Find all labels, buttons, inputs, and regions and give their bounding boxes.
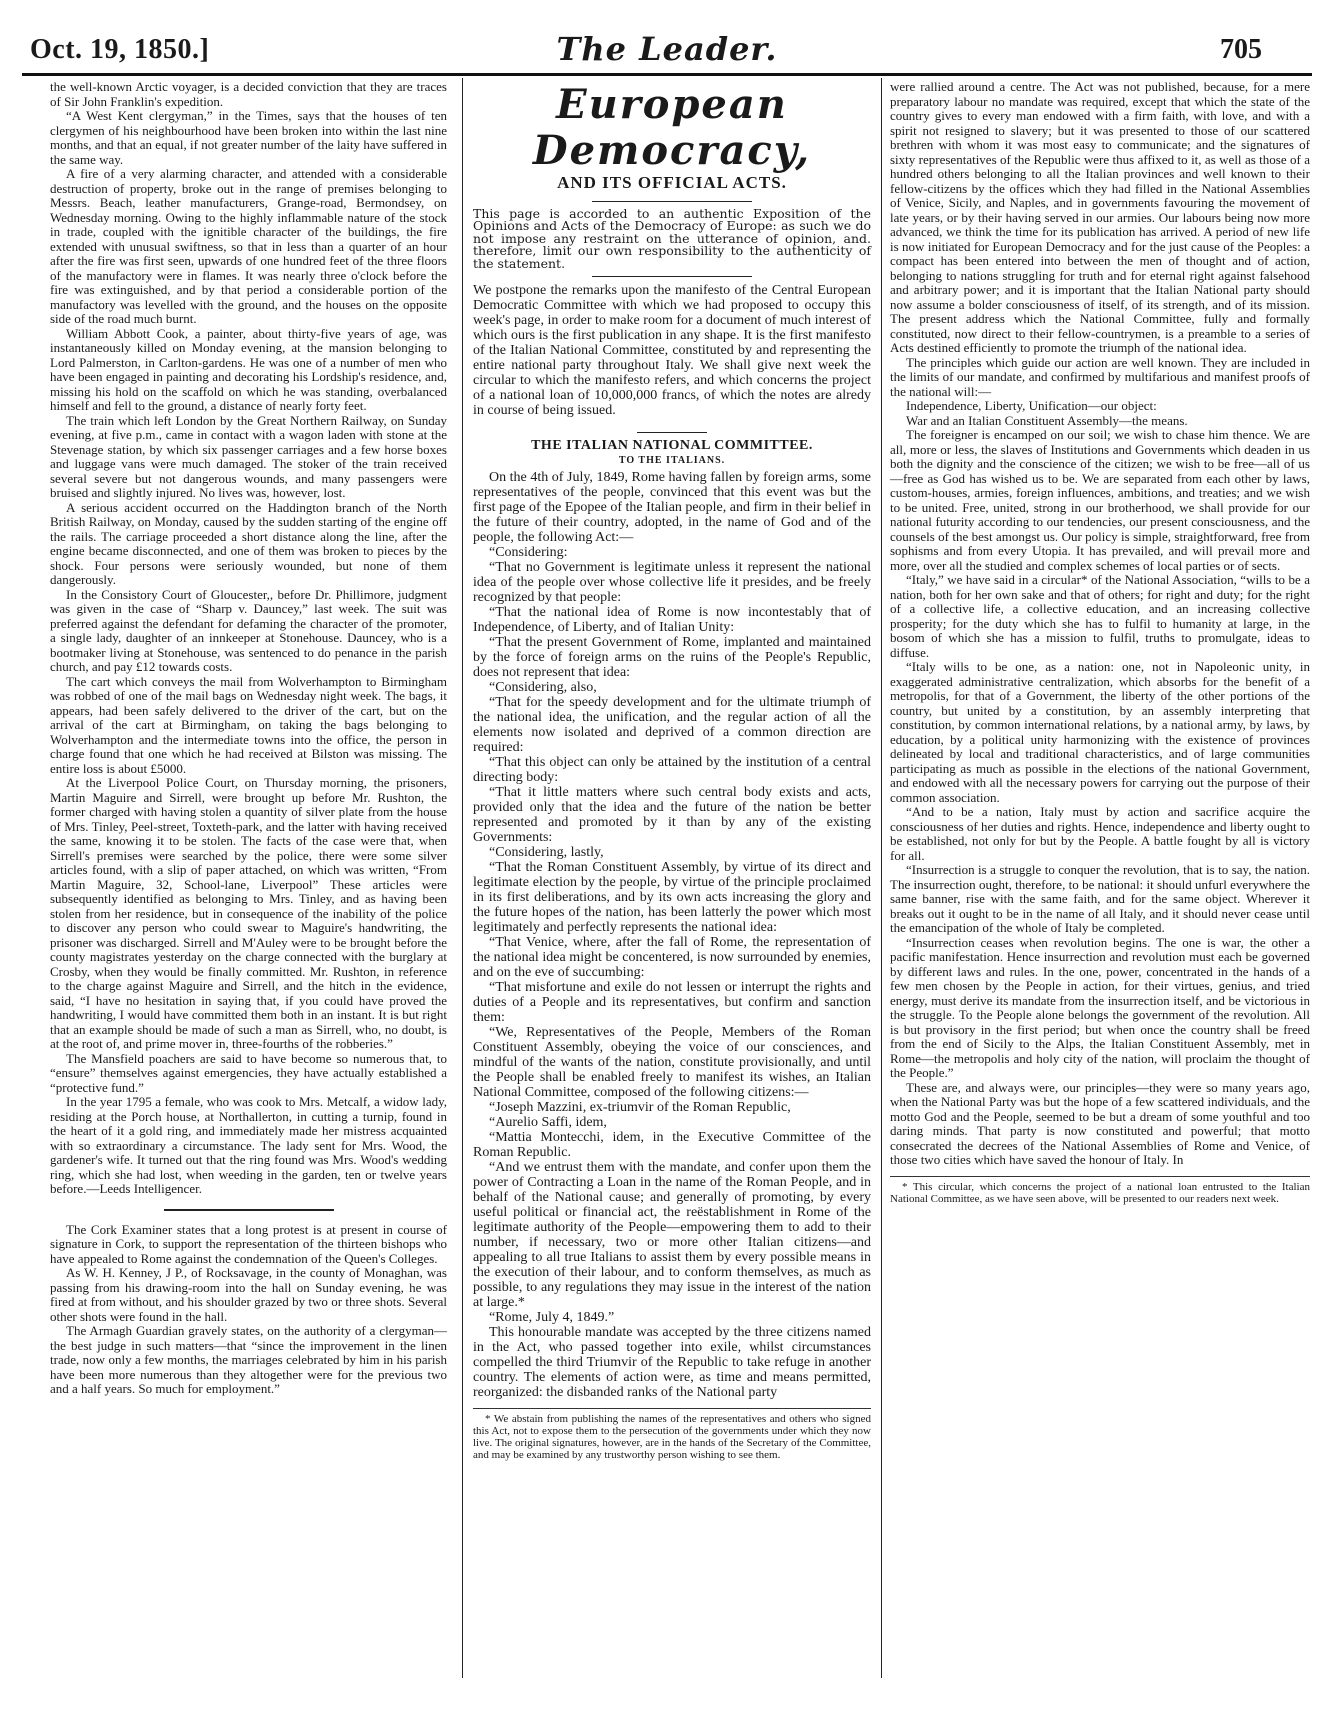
article-paragraph: In the year 1795 a female, who was cook to Mrs. Metcalf, a widow lady, residing at the Porch house, at Northallerton, in cutting a turnip, found in the heart of it a gold ring, and immediately made her mistress acquainted with so extraordinary a circumstance. The lady sent for Mrs. Wood, the gardener's wife. It turned out that the ring found was Mrs. Wood's wedding ring, which she had lost, when weeding in the garden, ten or twelve years before.—Leeds Intelligencer. — [50, 1094, 447, 1196]
article-paragraph: “Considering: — [489, 545, 568, 560]
article-paragraph: “And to be a nation, Italy must by action and sacrifice acquire the consciousness of her duties and rights. Hence, independence and liberty ought to be established, not only for but by the People. A battle fought by all is victory for all. — [890, 804, 1310, 863]
page-number: 705 — [1220, 34, 1262, 65]
article-paragraph: were rallied around a centre. The Act was not published, because, for a mere preparatory labour no mandate was required, except that which the state of the country gives to every man endowed with a firm faith, with love, and with a spirit not resigned to slavery; but it was presented to those of our scattered brethren with whom it was most easy to communicate; and the signatures of sixty representatives of the Republic were thus affixed to it, as well as those of a hundred others belonging to all the Italian provinces and well known to their fellow-citizens by the offices which they had filled in the National Assemblies of Venice, Sicily, and Naples, and in governments favouring the movement of late years, or by their having served in our armies. Our labours being now more advanced, we think the time for its publication has arrived. A period of new life is now initiated for European Democracy and for the just cause of the Peoples: a compact has been entered into between the men of thought and of action, belonging to nations struggling for truth and for eternal right against falsehood and arbitrary power; and it is important that the Italian National party should now assume a bolder consciousness of itself, of its strength, and of its mission. The present address which the National Committee, fully and formally constituted, now direct to their fellow-countrymen, is a preamble to a series of Acts destined efficiently to promote the triumph of the national idea. — [890, 79, 1310, 355]
article-paragraph: William Abbott Cook, a painter, about thirty-five years of age, was instantaneously killed on Monday evening, at the mansion belonging to Lord Palmerston, in Carlton-gardens. He was one of a number of men who have been engaged in painting and decorating his Lordship's residence, and, missing his hold on the scaffold on which he was standing, overbalanced himself and fell to the ground, a distance of nearly forty feet. — [50, 325, 447, 413]
footnote: * This circular, which concerns the project of a national loan entrusted to the Italian National Committee, as we have seen above, will be presented to our readers next week. — [890, 1180, 1310, 1205]
article-paragraph: the well-known Arctic voyager, is a decided conviction that they are traces of Sir John Franklin's expedition. — [50, 79, 447, 109]
divider — [637, 432, 707, 433]
article-paragraph: The foreigner is encamped on our soil; we wish to chase him thence. We are all, more or less, the slaves of Institutions and Governments which deaden in us both the dignity and the conscience of the citizen; we wish to be free—all of us—free as God has wished us to be. We are separated from each other by laws, custom-houses, armies, foreign influences, ambitions, and treaties; and we wish to be united. Free, united, strong in our brotherhood, we shall provide for our national futurity according to our tendencies, our present consciousness, and the counsels of the best amongst us. Our policy is simple, straightforward, free from sophisms and from every Utopia. It has prevailed, and will prevail more and more, over all the studied and complex schemes of local parties or of sects. — [890, 427, 1310, 573]
article-paragraph: “And we entrust them with the mandate, and confer upon them the power of Contracting a Loan in the name of the Roman People, and in behalf of the National cause; and generally of promoting, by every useful political or financial act, the reëstablishment in Rome of the legitimate authority of the People—empowering them to add to their number, if necessary, two or more other Italian citizens—and appealing to all true Italians to assist them by every possible means in the execution of their labour, and to conform themselves, as much as possible, to any regulations they may issue in the interest of the nation at large.* — [473, 1160, 871, 1310]
footnote-rule — [473, 1408, 871, 1409]
article-paragraph: In the Consistory Court of Gloucester,, before Dr. Phillimore, judgment was given in the case of “Sharp v. Dauncey,” last week. The suit was preferred against the defendant for defaming the character of the promoter, a single lady, daughter of an innkeeper at Stonehouse. Dauncey, who is a bootmaker living at Stonehouse, was sentenced to do penance in the parish church, and pay £12 towards costs. — [50, 586, 447, 674]
article-paragraph: “That this object can only be attained by the institution of a central directing body: — [473, 755, 871, 785]
article-paragraph: “Considering, lastly, — [489, 845, 604, 860]
section-title: European Democracy, — [532, 81, 812, 174]
section-divider — [164, 1209, 334, 1211]
article-paragraph: “That misfortune and exile do not lessen or interrupt the rights and duties of a People and its representatives, but confirm and sanction them: — [473, 980, 871, 1025]
issue-date: Oct. 19, 1850.] — [30, 34, 210, 65]
footnote: * We abstain from publishing the names of the representatives and others who signed this Act, not to expose them to the persecution of the governments under which they now live. The original signatures, however, are in the hands of the Secretary of the Committee, and may be examined by any trustworthy person wishing to see them. — [473, 1413, 871, 1461]
article-paragraph: “Italy wills to be one, as a nation: one, not in Napoleonic unity, in exaggerated administrative centralization, which absorbs for the benefit of a metropolis, for that of a Government, the liberty of the other portions of the country, but united by a constitution, by an assembly interpreting that constitution, by common international relations, by a national army, by laws, by education, by a political unity harmonizing with the existence of provinces delineated by local and traditional characteristics, and of large communities participating as much as possible in the elections of the national Government, and endowed with all the necessary powers for carrying out the purpose of their common association. — [890, 659, 1310, 805]
article-paragraph: “We, Representatives of the People, Members of the Roman Constituent Assembly, obeying the voice of our consciences, and mindful of the wants of the nation, constitute provisionally, and until the People shall be enabled freely to manifest its wishes, an Italian National Committee, composed of the following citizens:— — [473, 1025, 871, 1100]
article-paragraph: “Italy,” we have said in a circular* of the National Association, “wills to be a nation, both for her own sake and that of others; for right and duty; for the right of a collective life, a collective education, and an increasing collective prosperity; for the duty which she has to fulfil to humanity at large, in the bosom of which she has a mission to fulfil, truths to promulgate, ideas to diffuse. — [890, 572, 1310, 660]
article-paragraph: Independence, Liberty, Unification—our object: — [906, 398, 1157, 413]
left-column — [50, 80, 447, 1397]
article-paragraph: “That for the speedy development and for the ultimate triumph of the national idea, the unification, and the regular action of all the elements now isolated and deprived of a common direction are required: — [473, 695, 871, 755]
article-paragraph: The train which left London by the Great Northern Railway, on Sunday evening, at five p.m., came in contact with a wagon laden with stone at the Stevenage station, by which six passenger carriages and a few horse boxes and luggage vans were much damaged. The stoker of the train received several severe but not dangerous wounds, and many passengers were bruised and slightly injured. No lives was, however, lost. — [50, 412, 447, 500]
article-paragraph: The Armagh Guardian gravely states, on the authority of a clergyman—the best judge in such matters—that “since the improvement in the linen trade, now only a few months, the marriages celebrated by him in his parish have been more numerous than they altogether were for the previous two and a half years. So much for employment.” — [50, 1323, 447, 1396]
section-subtitle: AND ITS OFFICIAL ACTS. — [557, 173, 787, 192]
article-paragraph: The cart which conveys the mail from Wolverhampton to Birmingham was robbed of one of the mail bags on Wednesday night week. The bags, it appears, had been safely delivered to the driver of the cart, but on the arrival of the cart at Birmingham, on taking the bags belonging to Wolverhampton and the intermediate towns into the office, the person in charge found that one which he had received at Bilston was missing. The entire loss is about £5000. — [50, 673, 447, 776]
article-paragraph: These are, and always were, our principles—they were so many years ago, when the National Party was but the hope of a few scattered individuals, and the motto God and the People, seemed to be but a dream of some youthful and too daring minds. That party is now constituted and powerful; that motto consecrated the decrees of the National Assemblies of Rome and Venice, of those two cities which have saved the honour of Italy. In — [890, 1079, 1310, 1167]
article-paragraph: “That the national idea of Rome is now incontestably that of Independence, of Liberty, and of Italian Unity: — [473, 605, 871, 635]
masthead-rule — [22, 73, 1312, 76]
article-paragraph: The principles which guide our action are well known. They are included in the limits of our mandate, and confirmed by multifarious and manifest proofs of the national will:— — [890, 354, 1310, 399]
newspaper-title: The Leader. — [556, 30, 778, 68]
article-paragraph: “That no Government is legitimate unless it represent the national idea of the people over whose collective life it presides, and be freely recognized by that people: — [473, 560, 871, 605]
article-paragraph: “Insurrection is a struggle to conquer the revolution, that is to say, the nation. The insurrection ought, therefore, to be national: it should unfurl everywhere the same banner, rise with the same faith, and for the same object. Wherever it breaks out it ought to be in the name of all Italy, and it should never cease until the emancipation of the whole of Italy be completed. — [890, 862, 1310, 935]
article-paragraph: “Considering, also, — [489, 680, 597, 695]
article-paragraph: “Rome, July 4, 1849.” — [489, 1310, 615, 1325]
article-paragraph: As W. H. Kenney, J P., of Rocksavage, in the county of Monaghan, was passing from his drawing-room into the hall on Sunday evening, he was fired at from without, and his shoulder grazed by two or three shots. Several other shots were found in the hall. — [50, 1265, 447, 1324]
article-paragraph: “Aurelio Saffi, idem, — [489, 1115, 607, 1130]
article-paragraph: On the 4th of July, 1849, Rome having fallen by foreign arms, some representatives of the people, convinced that this event was but the first page of the Epopee of the Italian people, and firm in their belief in the future of their country, adopted, in the name of God and of the people, the following Act:— — [473, 470, 871, 545]
article-paragraph: The Cork Examiner states that a long protest is at present in course of signature in Cork, to support the representation of the thirteen bishops who have appealed to Rome against the condemnation of the Queen's Colleges. — [50, 1221, 447, 1266]
editorial-disclaimer: This page is accorded to an authentic Exposition of the Opinions and Acts of the Democracy of Europe: as such we do not impose any restraint on the utterance of opinion, and. therefore, limit our own responsibility to the authenticity of the statement. — [473, 205, 871, 271]
article-paragraph: This honourable mandate was accepted by the three citizens named in the Act, who passed together into exile, whilst circumstances compelled the third Triumvir of the Republic to take refuge in another country. The elements of action were, as time and means permitted, reorganized: the disbanded ranks of the National party — [473, 1325, 871, 1400]
masthead — [0, 0, 1334, 72]
middle-column — [462, 78, 882, 1678]
article-paragraph: War and an Italian Constituent Assembly—the means. — [906, 412, 1188, 428]
right-column — [890, 80, 1310, 1205]
article-paragraph: “That the present Government of Rome, implanted and maintained by the force of foreign arms on the ruins of the People's Republic, does not represent that idea: — [473, 635, 871, 680]
article-heading: THE ITALIAN NATIONAL COMMITTEE. — [531, 438, 813, 453]
article-paragraph: At the Liverpool Police Court, on Thursday morning, the prisoners, Martin Maguire and Sirrell, were brought up before Mr. Rushton, the former charged with having stolen a quantity of silver plate from the house of Mrs. Tinley, Peel-street, Toxteth-park, and the latter with having received the same, knowing it to be stolen. The facts of the case were that, when Sirrell's premises were searched by the police, there were some silver articles found, with a slip of paper attached, on which was written, “From Martin Maguire, 32, School-lane, Liverpool” These articles were subsequently identified as belonging to Mrs. Tinley, and as having been stolen from her residence, but in consequence of the inability of the police to discover any person who could swear to Maguire's handwriting, the prisoner was discharged. Sirrell and M'Auley were to be brought before the county magistrates yesterday on the charge connected with the burglary at Crosby, when they would be finally committed. Mr. Rushton, in reference to the charge against Maguire and Sirrell, and the hitch in the evidence, said, “I have no hesitation in saying that, if you could have proved the handwriting, I would have committed them both in an instant. It is but right that an example should be made of such a man as Sirrell, who, no doubt, is at the root of, and prime mover in, three-fourths of the robberies.” — [50, 775, 447, 1051]
article-paragraph: “A West Kent clergyman,” in the Times, says that the houses of ten clergymen of his neighbourhood have been broken into within the last nine months, and that an equal, if not greater number of the laity have suffered in the same way. — [50, 108, 447, 167]
article-paragraph: A fire of a very alarming character, and attended with a considerable destruction of property, broke out in the range of premises belonging to Messrs. Beach, leather manufacturers, Grange-road, Bermondsey, on Wednesday morning. Owing to the highly inflammable nature of the stock in trade, coupled with the ignitible character of the buildings, the fire extended with unusual swiftness, so that in less than a quarter of an hour after the fire was first seen, upwards of one hundred feet of the three floors of the manufactory were in flames. It was nearly three o'clock before the fire was extinguished, and by that period a considerable portion of the manufactory was levelled with the ground, and the houses on the opposite side of the road much burnt. — [50, 166, 447, 326]
article-paragraph: The Mansfield poachers are said to have become so numerous that, to “ensure” themselves against emergencies, they have actually established a “protective fund.” — [50, 1050, 447, 1095]
article-paragraph: “Insurrection ceases when revolution begins. The one is war, the other a pacific manifestation. Hence insurrection and revolution must each be governed by different laws and rules. In the one, power, concentrated in the hands of a few men chosen by the People in action, for their virtues, genius, and tried energy, must derive its mandate from the insurrection itself, and be victorious in the struggle. To the People alone belongs the government of the revolution. All is but provisory in the first period; but when once the country shall be freed from the end of Sicily to the Alps, the Italian Constituent Assembly, met in Rome—the metropolis and holy city of the nation, will proclaim the thought of the People.” — [890, 934, 1310, 1080]
divider — [592, 276, 752, 277]
article-subheading: TO THE ITALIANS. — [618, 454, 726, 466]
article-paragraph: “Joseph Mazzini, ex-triumvir of the Roman Republic, — [489, 1100, 791, 1115]
footnote-rule — [890, 1176, 1310, 1177]
article-paragraph: A serious accident occurred on the Haddington branch of the North British Railway, on Monday, caused by the sudden starting of the engine off the rails. The carriage proceeded a short distance along the line, after the engine became disconnected, and one of them was broken to pieces by the shock. Four persons were seriously wounded, but none of them dangerously. — [50, 499, 447, 587]
divider — [592, 201, 752, 202]
article-paragraph: “That it little matters where such central body exists and acts, provided only that the idea and the future of the nation be better represented and promoted by it than by any of the existing Governments: — [473, 785, 871, 845]
editorial-intro: We postpone the remarks upon the manifesto of the Central European Democratic Committee with which we had proposed to occupy this week's page, in order to make room for a document of much interest of which ours is the first publication in any shape. It is the first manifesto of the Italian National Committee, constituted by and representing the entire national party throughout Italy. We shall give next week the circular to which the manifesto refers, and which concerns the project of a national loan of 10,000,000 francs, of which the notes are alredy in course of being issued. — [473, 283, 871, 418]
article-paragraph: “Mattia Montecchi, idem, in the Executive Committee of the Roman Republic. — [473, 1130, 871, 1160]
article-paragraph: “That the Roman Constituent Assembly, by virtue of its direct and legitimate election by the people, by virtue of the principle proclaimed in its first deliberations, and by its own acts increasing the glory and the future hopes of the nation, has been latterly the power which most legitimately and perfectly represents the national idea: — [473, 860, 871, 935]
article-paragraph: “That Venice, where, after the fall of Rome, the representation of the national idea might be concentered, is now surrounded by enemies, and on the eve of succumbing: — [473, 935, 871, 980]
